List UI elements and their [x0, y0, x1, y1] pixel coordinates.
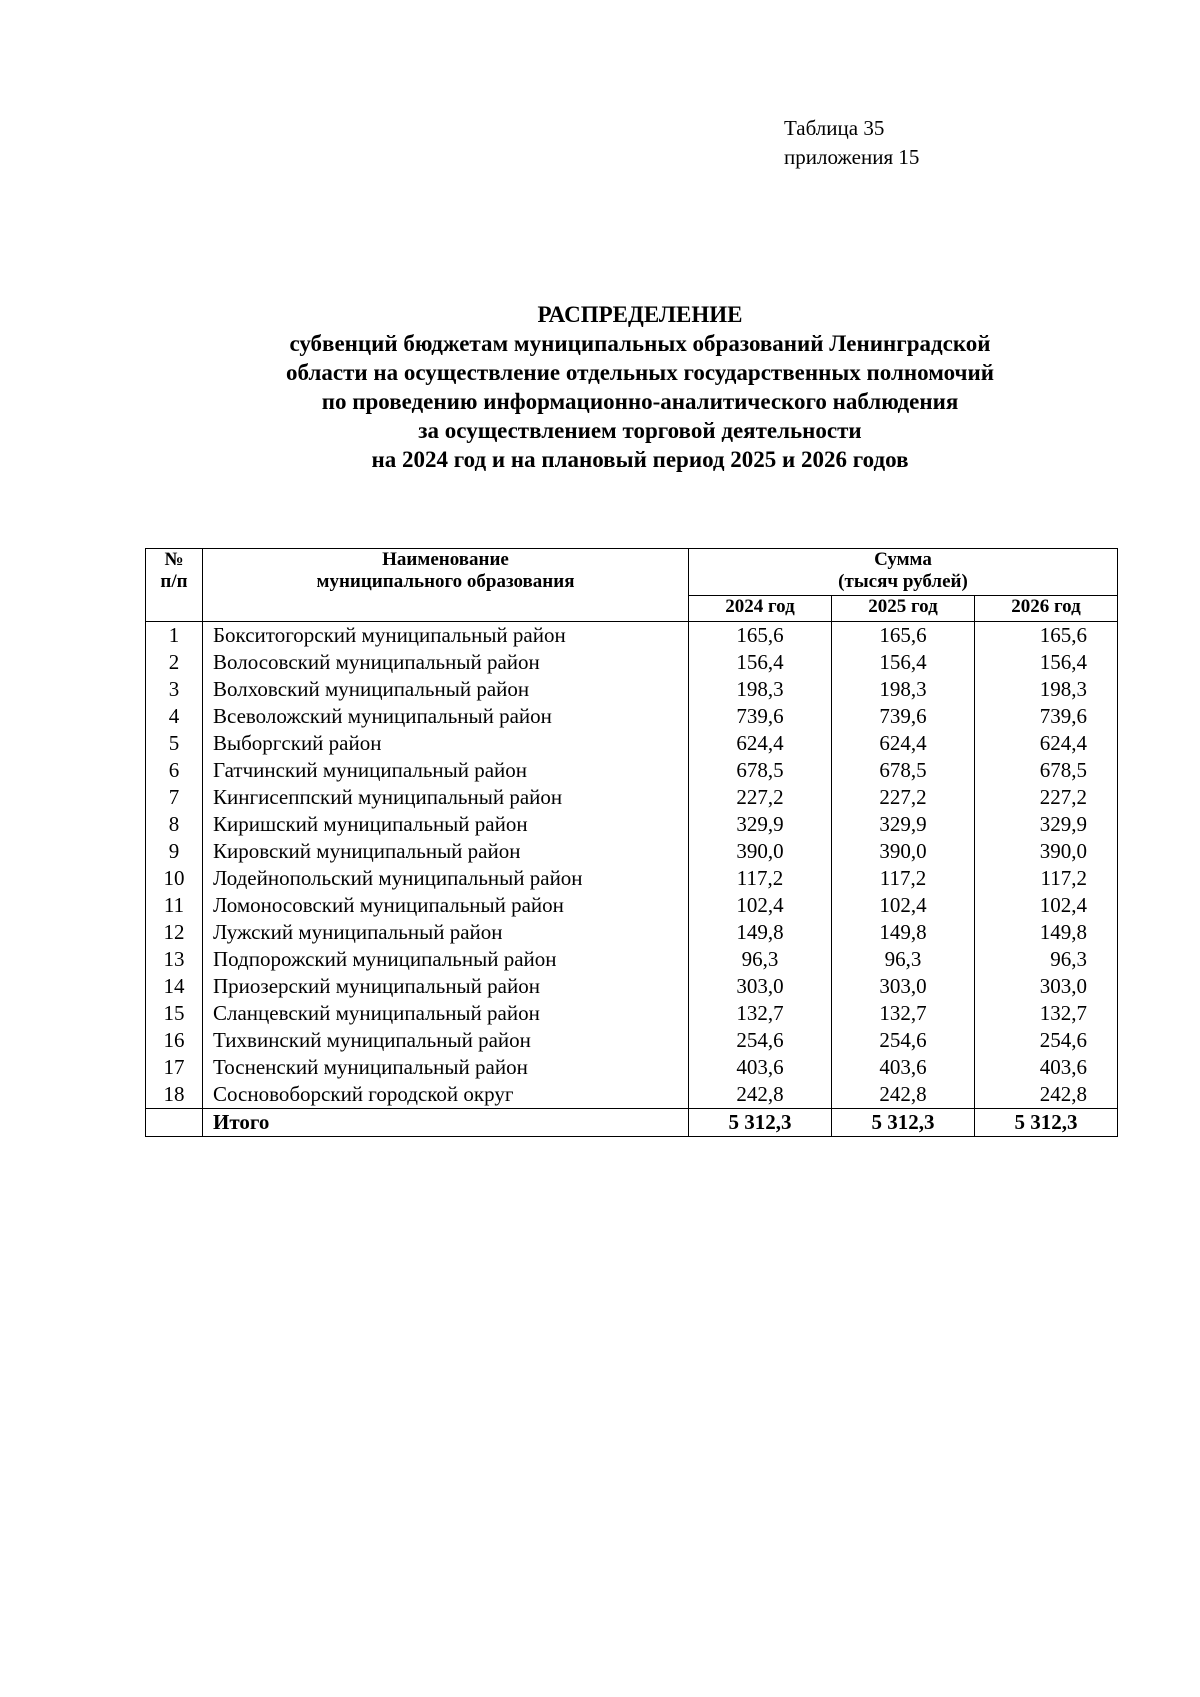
row-number: 16	[146, 1027, 203, 1054]
amount-2025: 156,4	[832, 649, 975, 676]
amount-2024: 242,8	[689, 1081, 832, 1109]
municipality-name: Выборгский район	[203, 730, 689, 757]
header-name-column	[203, 549, 689, 622]
amount-2024: 624,4	[689, 730, 832, 757]
header-name-line2: муниципального образования	[316, 571, 575, 592]
amount-2024: 678,5	[689, 757, 832, 784]
amount-2025: 117,2	[832, 865, 975, 892]
total-2026: 5 312,3	[975, 1109, 1118, 1137]
row-number: 9	[146, 838, 203, 865]
amount-2025: 198,3	[832, 676, 975, 703]
amount-2025: 739,6	[832, 703, 975, 730]
total-row	[146, 1109, 1118, 1137]
municipality-name: Приозерский муниципальный район	[203, 973, 689, 1000]
municipality-name: Тосненский муниципальный район	[203, 1054, 689, 1081]
amount-2025: 254,6	[832, 1027, 975, 1054]
table-row	[146, 838, 1118, 865]
allocation-table	[145, 548, 1118, 1137]
amount-2026: 739,6	[975, 703, 1118, 730]
municipality-name: Всеволожский муниципальный район	[203, 703, 689, 730]
amount-2024: 102,4	[689, 892, 832, 919]
amount-2026: 254,6	[975, 1027, 1118, 1054]
amount-2025: 102,4	[832, 892, 975, 919]
municipality-name: Сланцевский муниципальный район	[203, 1000, 689, 1027]
amount-2025: 624,4	[832, 730, 975, 757]
total-2024: 5 312,3	[689, 1109, 832, 1137]
amount-2025: 96,3	[832, 946, 975, 973]
table-row	[146, 1000, 1118, 1027]
municipality-name: Кингисеппский муниципальный район	[203, 784, 689, 811]
municipality-name: Тихвинский муниципальный район	[203, 1027, 689, 1054]
row-number: 12	[146, 919, 203, 946]
amount-2025: 403,6	[832, 1054, 975, 1081]
amount-2024: 117,2	[689, 865, 832, 892]
row-number: 1	[146, 622, 203, 650]
amount-2024: 198,3	[689, 676, 832, 703]
amount-2026: 329,9	[975, 811, 1118, 838]
amount-2025: 149,8	[832, 919, 975, 946]
municipality-name: Сосновоборский городской округ	[203, 1081, 689, 1109]
amount-2025: 390,0	[832, 838, 975, 865]
amount-2024: 227,2	[689, 784, 832, 811]
amount-2026: 678,5	[975, 757, 1118, 784]
amount-2024: 390,0	[689, 838, 832, 865]
amount-2024: 96,3	[689, 946, 832, 973]
table-row	[146, 1027, 1118, 1054]
table-number: Таблица 35	[784, 116, 885, 140]
row-number: 5	[146, 730, 203, 757]
amount-2026: 403,6	[975, 1054, 1118, 1081]
amount-2024: 254,6	[689, 1027, 832, 1054]
header-sum-unit: (тысяч рублей)	[838, 571, 968, 592]
table-row	[146, 730, 1118, 757]
amount-2026: 242,8	[975, 1081, 1118, 1109]
table-row	[146, 784, 1118, 811]
amount-2024: 149,8	[689, 919, 832, 946]
amount-2026: 227,2	[975, 784, 1118, 811]
table-row	[146, 946, 1118, 973]
table-header	[146, 549, 1118, 622]
table-row	[146, 703, 1118, 730]
header-year-2026: 2026 год	[975, 596, 1118, 622]
amount-2025: 227,2	[832, 784, 975, 811]
row-number: 6	[146, 757, 203, 784]
row-number: 11	[146, 892, 203, 919]
row-number: 13	[146, 946, 203, 973]
amount-2026: 390,0	[975, 838, 1118, 865]
table-footer	[146, 1109, 1118, 1137]
table-row	[146, 865, 1118, 892]
table-row	[146, 649, 1118, 676]
appendix-number: приложения 15	[784, 145, 920, 169]
amount-2024: 303,0	[689, 973, 832, 1000]
table-row	[146, 676, 1118, 703]
heading-line: субвенций бюджетам муниципальных образований Ленинградской	[289, 331, 991, 356]
table-row	[146, 811, 1118, 838]
amount-2025: 165,6	[832, 622, 975, 650]
header-year-2024: 2024 год	[689, 596, 832, 622]
amount-2026: 624,4	[975, 730, 1118, 757]
amount-2025: 242,8	[832, 1081, 975, 1109]
municipality-name: Волховский муниципальный район	[203, 676, 689, 703]
table-row	[146, 1081, 1118, 1109]
amount-2025: 132,7	[832, 1000, 975, 1027]
heading-line: за осуществлением торговой деятельности	[418, 418, 862, 443]
header-number-abbr: п/п	[160, 571, 188, 592]
amount-2026: 117,2	[975, 865, 1118, 892]
amount-2024: 165,6	[689, 622, 832, 650]
heading-line: по проведению информационно-аналитического наблюдения	[321, 389, 959, 414]
total-2025: 5 312,3	[832, 1109, 975, 1137]
header-number-column	[146, 549, 203, 622]
municipality-name: Ломоносовский муниципальный район	[203, 892, 689, 919]
heading-line: области на осуществление отдельных государственных полномочий	[286, 360, 994, 385]
amount-2026: 198,3	[975, 676, 1118, 703]
table-body	[146, 622, 1118, 1109]
header-number-symbol: №	[164, 549, 184, 570]
header-sum-title: Сумма	[874, 549, 932, 570]
amount-2025: 303,0	[832, 973, 975, 1000]
municipality-name: Кировский муниципальный район	[203, 838, 689, 865]
row-number: 3	[146, 676, 203, 703]
heading-line: на 2024 год и на плановый период 2025 и 2026 годов	[371, 447, 909, 472]
table-row	[146, 757, 1118, 784]
amount-2026: 156,4	[975, 649, 1118, 676]
row-number: 8	[146, 811, 203, 838]
row-number: 17	[146, 1054, 203, 1081]
amount-2026: 102,4	[975, 892, 1118, 919]
municipality-name: Лужский муниципальный район	[203, 919, 689, 946]
municipality-name: Подпорожский муниципальный район	[203, 946, 689, 973]
total-label: Итого	[203, 1109, 689, 1137]
municipality-name: Лодейнопольский муниципальный район	[203, 865, 689, 892]
amount-2026: 303,0	[975, 973, 1118, 1000]
header-name-line1: Наименование	[382, 549, 509, 570]
row-number: 7	[146, 784, 203, 811]
municipality-name: Волосовский муниципальный район	[203, 649, 689, 676]
amount-2026: 132,7	[975, 1000, 1118, 1027]
amount-2024: 403,6	[689, 1054, 832, 1081]
amount-2026: 96,3	[975, 946, 1118, 973]
table-row	[146, 919, 1118, 946]
municipality-name: Гатчинский муниципальный район	[203, 757, 689, 784]
document-reference	[784, 114, 919, 172]
row-number: 4	[146, 703, 203, 730]
row-number: 10	[146, 865, 203, 892]
amount-2024: 739,6	[689, 703, 832, 730]
document-heading	[100, 300, 1180, 474]
table-row	[146, 622, 1118, 650]
row-number: 18	[146, 1081, 203, 1109]
table-row	[146, 973, 1118, 1000]
amount-2025: 329,9	[832, 811, 975, 838]
municipality-name: Киришский муниципальный район	[203, 811, 689, 838]
row-number: 15	[146, 1000, 203, 1027]
amount-2024: 132,7	[689, 1000, 832, 1027]
row-number: 2	[146, 649, 203, 676]
amount-2025: 678,5	[832, 757, 975, 784]
header-sum-group	[689, 549, 1118, 596]
municipality-name: Бокситогорский муниципальный район	[203, 622, 689, 650]
table-row	[146, 892, 1118, 919]
amount-2026: 165,6	[975, 622, 1118, 650]
row-number: 14	[146, 973, 203, 1000]
total-number-cell	[146, 1109, 203, 1137]
amount-2024: 156,4	[689, 649, 832, 676]
amount-2026: 149,8	[975, 919, 1118, 946]
table-row	[146, 1054, 1118, 1081]
amount-2024: 329,9	[689, 811, 832, 838]
header-year-2025: 2025 год	[832, 596, 975, 622]
heading-title: РАСПРЕДЕЛЕНИЕ	[537, 302, 743, 327]
